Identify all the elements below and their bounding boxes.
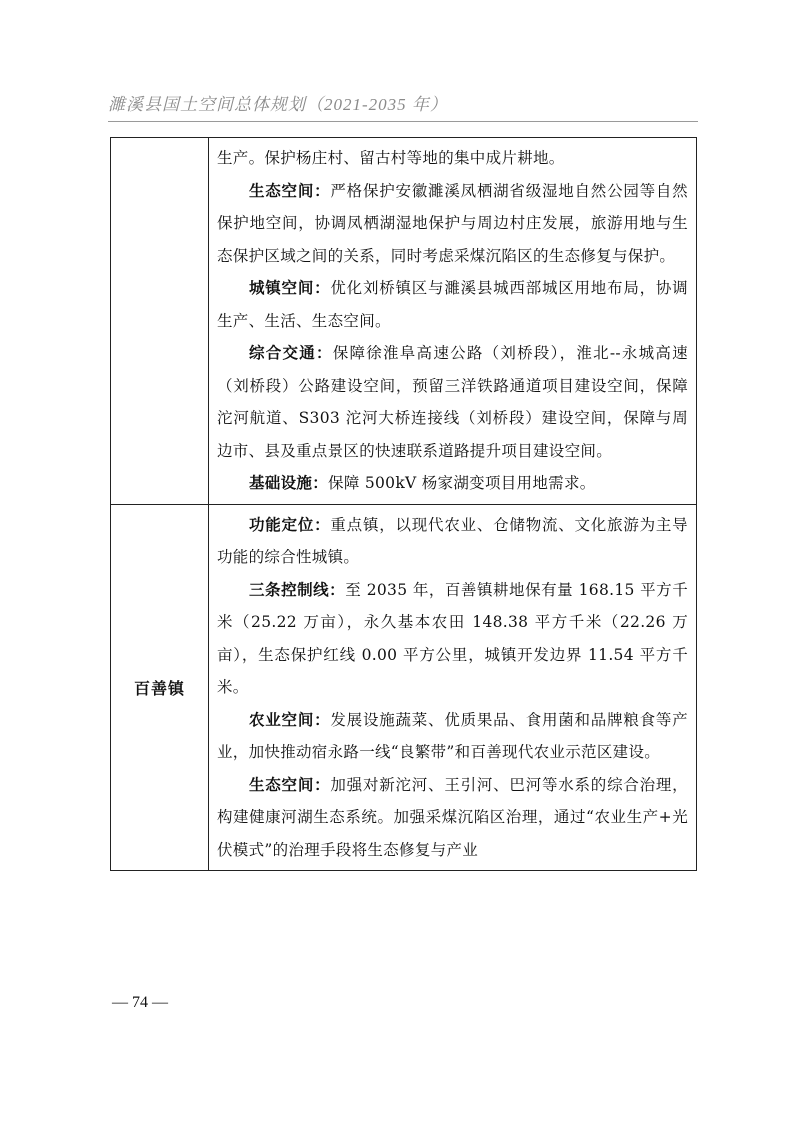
town-name-cell — [111, 138, 209, 505]
paragraph-keyword: 功能定位： — [249, 515, 331, 534]
page-number: — 74 — — [112, 994, 168, 1011]
paragraph-keyword: 基础设施： — [249, 474, 329, 492]
paragraph — [217, 509, 688, 574]
document-header-title: 濉溪县国土空间总体规划（2021-2035 年） — [108, 95, 448, 114]
paragraph-keyword: 城镇空间： — [249, 279, 331, 297]
paragraph-text: 保障徐淮阜高速公路（刘桥段），淮北--永城高速（刘桥段）公路建设空间，预留三洋铁路通道项目建设空间，保障沱河航道、S303 沱河大桥连接线（刘桥段）建设空间，保障与周边市、县及重点景区的快速联系道路提升项目建设空间。 — [217, 344, 688, 460]
paragraph — [217, 272, 688, 337]
paragraph-text: 优化刘桥镇区与濉溪县城西部城区用地布局，协调生产、生活、生态空间。 — [217, 279, 688, 330]
paragraph — [217, 337, 688, 467]
paragraph-text: 严格保护安徽濉溪凤栖湖省级湿地自然公园等自然保护地空间，协调凤栖湖湿地保护与周边村庄发展，旅游用地与生态保护区域之间的关系，同时考虑采煤沉陷区的生态修复与保护。 — [217, 181, 688, 265]
paragraph-text: 生产。保护杨庄村、留古村等地的集中成片耕地。 — [217, 149, 565, 167]
paragraph-text: 保障 500kV 杨家湖变项目用地需求。 — [328, 474, 596, 492]
paragraph-keyword: 农业空间： — [249, 710, 331, 729]
paragraph — [217, 704, 688, 769]
paragraph-keyword: 生态空间： — [249, 181, 331, 200]
header-divider — [108, 121, 698, 122]
paragraph — [217, 142, 688, 175]
paragraph-text: 至 2035 年，百善镇耕地保有量 168.15 平方千米（25.22 万亩），永久基本农田 148.38 平方千米（22.26 万亩），生态保护红线 0.00 平方公里，城镇开发边界 11.54 平方千米。 — [217, 580, 688, 696]
paragraph — [217, 769, 688, 867]
paragraph-text: 加强对新沱河、王引河、巴河等水系的综合治理，构建健康河湖生态系统。加强采煤沉陷区治理，通过“农业生产+光伏模式”的治理手段将生态修复与产业 — [217, 775, 688, 859]
paragraph-keyword: 综合交通： — [249, 344, 333, 362]
table-row — [111, 504, 697, 871]
paragraph — [217, 175, 688, 273]
paragraph-keyword: 三条控制线： — [249, 580, 346, 599]
town-name-cell: 百善镇 — [111, 504, 209, 871]
content-cell — [209, 138, 697, 505]
paragraph-keyword: 生态空间： — [249, 775, 331, 794]
table-row — [111, 138, 697, 505]
planning-table — [110, 137, 697, 871]
paragraph — [217, 467, 688, 500]
paragraph-text: 发展设施蔬菜、优质果品、食用菌和品牌粮食等产业，加快推动宿永路一线“良繁带”和百善现代农业示范区建设。 — [217, 710, 688, 761]
content-cell — [209, 504, 697, 871]
paragraph — [217, 574, 688, 704]
paragraph-text: 重点镇，以现代农业、仓储物流、文化旅游为主导功能的综合性城镇。 — [217, 515, 688, 566]
